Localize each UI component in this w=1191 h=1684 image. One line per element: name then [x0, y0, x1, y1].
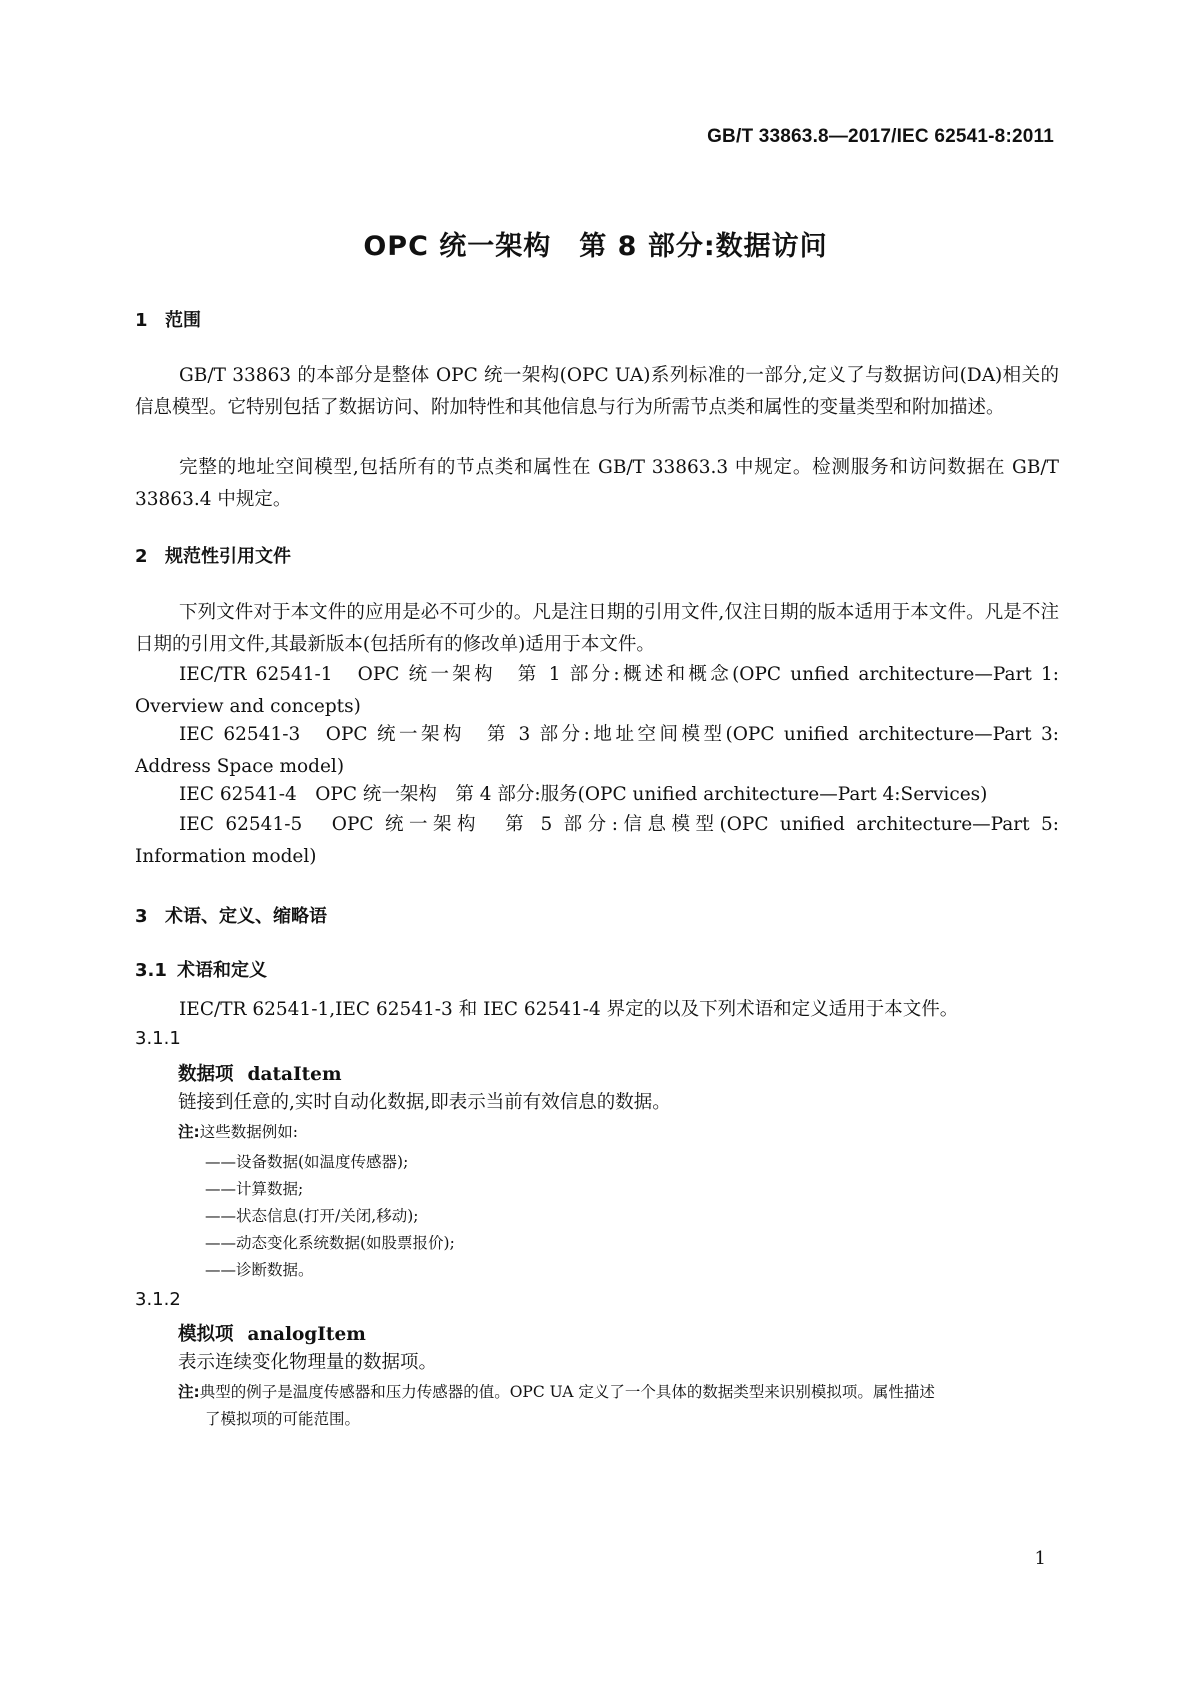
terms-intro: IEC/TR 62541-1,IEC 62541-3 和 IEC 62541-4 界定的以及下列术语和定义适用于本文件。: [179, 999, 959, 1020]
section-title: 规范性引用文件: [165, 546, 291, 567]
term-heading: [178, 1320, 366, 1346]
note-list-item: ——设备数据(如温度传感器);: [205, 1153, 409, 1171]
section-number: 2: [135, 546, 148, 567]
section-number: 3: [135, 906, 148, 927]
term-english: dataItem: [247, 1064, 342, 1085]
section-3-heading: [135, 902, 327, 928]
reference-line-1: IEC/TR 62541-1 OPC 统一架构 第 1 部分:概述和概念(OPC unfied architecture—Part 1:: [179, 664, 1059, 685]
document-title: OPC 统一架构 第 8 部分:数据访问: [363, 231, 828, 262]
term-english: analogItem: [247, 1324, 366, 1345]
scope-paragraph-1: GB/T 33863 的本部分是整体 OPC 统一架构(OPC UA)系列标准的一部分,定义了与数据访问(DA)相关的信息模型。它特别包括了数据访问、附加特性和其他信息与行为所需节点类和属性的变量类型和附加描述。: [135, 365, 1059, 418]
note-text: 典型的例子是温度传感器和压力传感器的值。OPC UA 定义了一个具体的数据类型来识别模拟项。属性描述: [199, 1383, 935, 1401]
section-number: 1: [135, 310, 148, 331]
term-definition: 链接到任意的,实时自动化数据,即表示当前有效信息的数据。: [178, 1092, 671, 1113]
term-chinese: 模拟项: [178, 1324, 234, 1345]
reference-item: [135, 659, 1059, 723]
term-definition: 表示连续变化物理量的数据项。: [178, 1352, 438, 1373]
note-list-item: ——动态变化系统数据(如股票报价);: [205, 1234, 455, 1252]
term-number: 3.1.1: [135, 1028, 181, 1049]
term-chinese: 数据项: [178, 1064, 234, 1085]
note-list-item: ——状态信息(打开/关闭,移动);: [205, 1207, 419, 1225]
section-2-heading: [135, 542, 291, 568]
section-1-heading: [135, 306, 201, 332]
standard-code-header: GB/T 33863.8—2017/IEC 62541-8:2011: [707, 126, 1054, 147]
reference-item: IEC 62541-4 OPC 统一架构 第 4 部分:服务(OPC unified architecture—Part 4:Services): [179, 784, 988, 805]
term-number: 3.1.2: [135, 1289, 181, 1310]
references-intro: 下列文件对于本文件的应用是必不可少的。凡是注日期的引用文件,仅注日期的版本适用于本文件。凡是不注日期的引用文件,其最新版本(包括所有的修改单)适用于本文件。: [135, 602, 1059, 655]
term-heading: [178, 1060, 342, 1086]
note-label: 注:: [178, 1383, 200, 1401]
reference-line-2: Overview and concepts): [135, 696, 361, 717]
reference-item: [135, 719, 1059, 783]
reference-line-1: IEC 62541-5 OPC 统一架构 第 5 部分:信息模型(OPC unified architecture—Part 5:: [179, 814, 1059, 835]
section-title: 术语、定义、缩略语: [165, 906, 327, 927]
section-title: 范围: [165, 310, 201, 331]
term-note: [178, 1377, 935, 1407]
page-number: 1: [1034, 1548, 1046, 1569]
term-note: [178, 1117, 298, 1147]
note-text: 这些数据例如:: [199, 1123, 298, 1141]
reference-line-1: IEC 62541-3 OPC 统一架构 第 3 部分:地址空间模型(OPC unified architecture—Part 3:: [179, 724, 1059, 745]
term-note-continuation: 了模拟项的可能范围。: [205, 1410, 361, 1428]
section-title: 术语和定义: [177, 960, 267, 981]
reference-line-2: Information model): [135, 846, 317, 867]
section-3-1-heading: [135, 956, 267, 982]
note-label: 注:: [178, 1123, 200, 1141]
reference-item: [135, 809, 1059, 873]
scope-paragraph-2: 完整的地址空间模型,包括所有的节点类和属性在 GB/T 33863.3 中规定。检测服务和访问数据在 GB/T 33863.4 中规定。: [135, 457, 1059, 510]
reference-line-2: Address Space model): [135, 756, 345, 777]
note-list-item: ——诊断数据。: [205, 1261, 314, 1279]
section-number: 3.1: [135, 960, 167, 981]
note-list-item: ——计算数据;: [205, 1180, 304, 1198]
